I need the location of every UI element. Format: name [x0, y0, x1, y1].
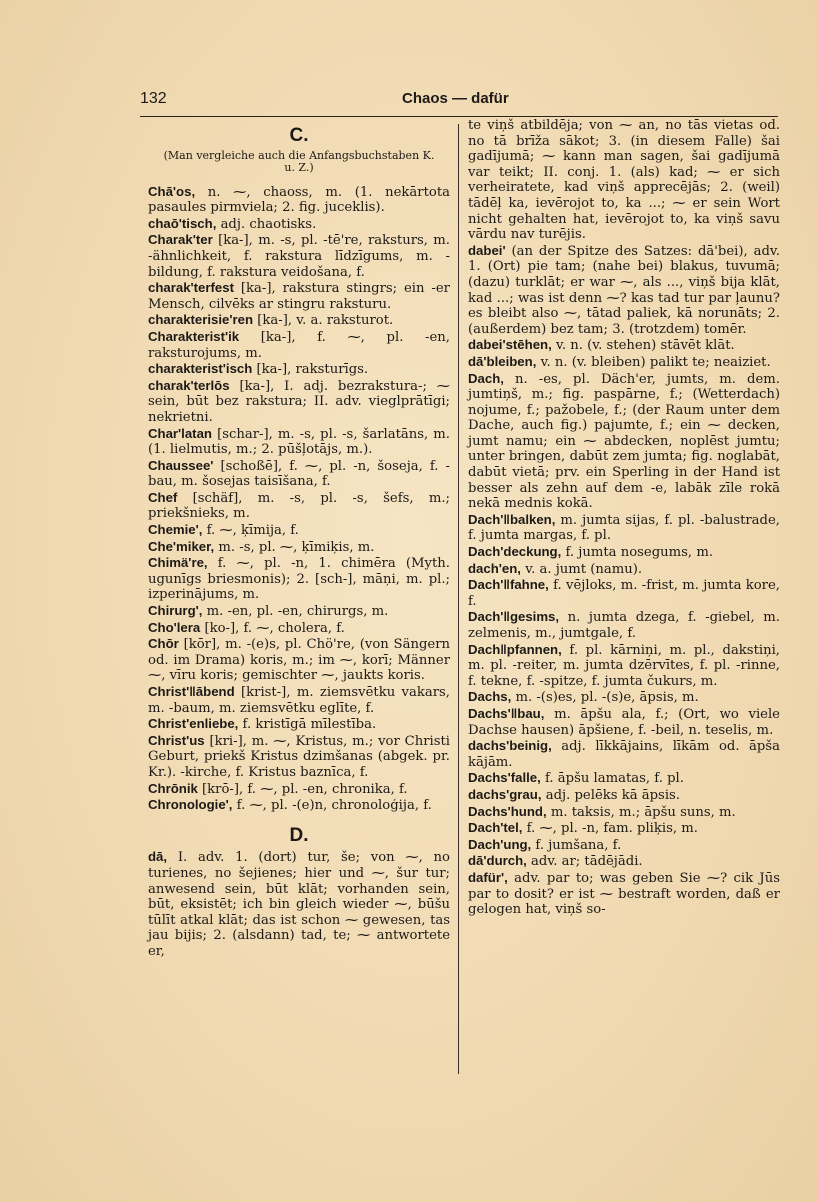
- running-head: Chaos — dafür: [402, 90, 509, 107]
- entry-definition: [ko-], f. ⁓, cholera, f.: [204, 620, 345, 636]
- entry-definition: m. jumta sijas, f. pl. -balustrade, f. jumta margas, f. pl.: [468, 512, 780, 544]
- entry-headword: Char'latan: [148, 425, 212, 441]
- dictionary-entry: [468, 787, 780, 804]
- entry-headword: dachs'beinig,: [468, 738, 552, 754]
- entry-definition: m. āpšu ala, f.; (Ort, wo viele Dachse hausen) āpšiene, f. -beil, n. teselis, m.: [468, 706, 780, 738]
- dictionary-entry: [148, 312, 450, 329]
- dictionary-entry: [468, 837, 780, 854]
- dictionary-entry: [468, 561, 780, 578]
- dictionary-entry: [148, 555, 450, 603]
- dictionary-entry: [468, 706, 780, 738]
- dictionary-entry: [148, 522, 450, 539]
- entry-headword: Cho'lera: [148, 619, 201, 635]
- dictionary-entry: [148, 280, 450, 312]
- section-letter-d: D.: [289, 824, 309, 846]
- entry-definition: v. n. (v. bleiben) palikt te; neaiziet.: [540, 354, 771, 370]
- entry-headword: Chimä're,: [148, 555, 208, 571]
- entry-definition: f. kristīgā mīlestība.: [242, 717, 377, 733]
- dictionary-entry: [148, 378, 450, 426]
- entry-headword: charak'terlōs: [148, 377, 230, 393]
- entry-headword: dabei'stēhen,: [468, 337, 552, 353]
- dictionary-entry: [148, 539, 450, 556]
- entry-headword: Dachs'‖bau,: [468, 705, 545, 721]
- entry-definition: (an der Spitze des Satzes: dā'bei), adv. 1. (Ort) pie tam; (nahe bei) blakus, tuvumā; (dazu) turklāt; er war ⁓, als ..., viņš bija klāt, kad ...; was ist denn ⁓? kas tad tur par ļaunu? es bleibt also ⁓, tātad paliek, kā norunāts; 2. (außerdem) bez tam; 3. (trotzdem) tomēr.: [468, 243, 780, 337]
- entry-headword: Charakterist'ik: [148, 328, 240, 344]
- entry-definition: f. ⁓, pl. -(e)n, chronoloģija, f.: [236, 798, 432, 814]
- entry-headword: Dach‖pfannen,: [468, 641, 562, 657]
- dictionary-entry: [468, 804, 780, 821]
- entry-definition: [ka-], v. a. raksturot.: [257, 313, 394, 329]
- dictionary-entry: [468, 512, 780, 544]
- entry-definition: f. ⁓, pl. -n, fam. pliķis, m.: [526, 821, 698, 837]
- entry-headword: Chrōnik: [148, 780, 198, 796]
- entry-headword: dabei': [468, 242, 506, 258]
- entry-headword: charak'terfest: [148, 280, 234, 296]
- entry-definition: f. āpšu lamatas, f. pl.: [544, 771, 684, 787]
- entry-headword: Dach'tel,: [468, 820, 523, 836]
- dictionary-entry: [148, 361, 450, 378]
- entry-headword: chaō'tisch,: [148, 215, 217, 231]
- entry-headword: dā'durch,: [468, 853, 527, 869]
- entry-headword: dafür',: [468, 869, 508, 885]
- entry-headword: Dachs'hund,: [468, 803, 547, 819]
- entry-definition: adj. pelēks kā āpsis.: [545, 787, 680, 803]
- dictionary-entry: [468, 577, 780, 609]
- entry-definition: f. ⁓, ķīmija, f.: [206, 523, 299, 539]
- dictionary-entry: [468, 853, 780, 870]
- entry-definition: [krist-], m. ziemsvētku vakars, m. -baum, m. ziemsvētku eglīte, f.: [148, 685, 450, 716]
- entry-headword: Dach,: [468, 370, 504, 386]
- page-number: 132: [140, 90, 167, 107]
- dictionary-entry: [468, 770, 780, 787]
- entry-headword: Chōr: [148, 636, 179, 652]
- entry-headword: Che'miker,: [148, 538, 215, 554]
- column-divider: [458, 124, 459, 1074]
- section-letter-c: C.: [289, 125, 309, 146]
- dictionary-entry: [148, 797, 450, 814]
- entry-list-d: [148, 849, 450, 959]
- entry-headword: Christ'us: [148, 732, 205, 748]
- dictionary-entry: [148, 329, 450, 361]
- entry-headword: Dachs,: [468, 689, 512, 705]
- dictionary-entry: [148, 716, 450, 733]
- dictionary-entry: [148, 684, 450, 716]
- entry-headword: dā'bleiben,: [468, 353, 537, 369]
- dictionary-entry: [148, 603, 450, 620]
- entry-headword: Dach'ung,: [468, 836, 532, 852]
- right-column: [468, 118, 780, 918]
- left-column: [148, 118, 450, 960]
- dictionary-entry: [468, 870, 780, 918]
- entry-definition: m. -s, pl. ⁓, ķīmiķis, m.: [218, 539, 375, 555]
- entry-definition: f. ⁓, pl. -n, 1. chimēra (Myth. ugunīgs briesmonis); 2. [sch-], māņi, m. pl.; izperinājums, m.: [148, 556, 450, 603]
- dictionary-entry: [468, 609, 780, 641]
- entry-definition: f. jumšana, f.: [535, 837, 622, 853]
- page-header: [140, 90, 670, 110]
- entry-definition: [ka-], raksturīgs.: [256, 362, 369, 378]
- entry-list-right: [468, 118, 780, 918]
- entry-headword: Dach'‖balken,: [468, 511, 556, 527]
- dictionary-entry: [468, 243, 780, 338]
- entry-definition: m. -en, pl. -en, chirurgs, m.: [206, 604, 389, 620]
- dictionary-entry: [148, 232, 450, 280]
- entry-definition: I. adv. 1. (dort) tur, še; von ⁓, no turienes, no šejienes; hier und ⁓, šur tur; anwesend sein, būt klāt; vorhanden sein, būt, eksistēt; ich bin gleich wieder ⁓, būšu tūlīt atkal klāt; das ist schon ⁓ gewesen, tas jau bijis; 2. (alsdann) tad, te; ⁓ antwortete er,: [148, 850, 450, 959]
- entry-definition: n. jumta dzega, f. -giebel, m. zelmenis, m., jumtgale, f.: [468, 610, 780, 641]
- entry-definition: v. a. jumt (namu).: [525, 561, 643, 577]
- entry-definition: [ka-], rakstura stingrs; ein -er Mensch, cilvēks ar stingru raksturu.: [148, 281, 450, 312]
- entry-definition: n. -es, pl. Däch'er, jumts, m. dem. jumtiņš, m.; fig. paspārne, f.; (Wetterdach) nojume, f.; pažobele, f.; (der Raum unter dem Dache, auch fig.) pajumte, f.; ein ⁓ decken, jumt namu; ein ⁓ abdecken, noplēst jumtu; unter bringen, dabūt zem jumta; fig. noglabāt, dabūt vietā; prv. ein Sperling in der Hand ist besser als zehn auf dem -e, labāk zīle rokā nekā mednis kokā.: [468, 371, 780, 512]
- dictionary-entry: [148, 426, 450, 458]
- entry-definition: [schoßē], f. ⁓, pl. -n, šoseja, f. -bau, m. šosejas taisīšana, f.: [148, 458, 450, 490]
- entry-definition: adj. chaotisks.: [220, 216, 317, 232]
- entry-definition: f. vējloks, m. -frist, m. jumta kore, f.: [468, 578, 780, 609]
- dictionary-entry: [148, 490, 450, 522]
- dictionary-entry: [148, 184, 450, 216]
- entry-definition: m. taksis, m.; āpšu suns, m.: [550, 804, 736, 820]
- dictionary-entry: [468, 544, 780, 561]
- entry-headword: Charak'ter: [148, 232, 213, 248]
- entry-definition: adv. ar; tādējādi.: [531, 854, 643, 870]
- entry-headword: Chā'os,: [148, 183, 196, 199]
- section-note: (Man vergleiche auch die Anfangsbuchstaben K. u. Z.): [163, 148, 435, 174]
- entry-definition: [ka-], I. adj. bezrakstura-; ⁓ sein, būt bez rakstura; II. adv. vieglprātīgi; nekrietni.: [148, 378, 450, 425]
- dictionary-entry: [468, 354, 780, 371]
- entry-headword: dachs'grau,: [468, 786, 542, 802]
- entry-headword: Christ'‖ābend: [148, 684, 235, 699]
- header-rule: [140, 116, 778, 117]
- entry-definition: [schäf], m. -s, pl. -s, šefs, m.; priekšnieks, m.: [148, 490, 450, 522]
- entry-definition: [kōr], m. -(e)s, pl. Chö're, (von Sängern od. im Drama) koris, m.; im ⁓, korī; Männer ⁓, vīru koris; gemischter ⁓, jaukts koris.: [148, 637, 450, 684]
- dictionary-entry: [148, 636, 450, 684]
- entry-headword: dach'en,: [468, 560, 521, 576]
- entry-definition: [krō-], f. ⁓, pl. -en, chronika, f.: [202, 781, 408, 797]
- entry-headword: Dach'‖fahne,: [468, 577, 549, 593]
- entry-headword: charakterisie'ren: [148, 312, 254, 328]
- dictionary-entry: [148, 781, 450, 798]
- entry-definition: adv. par to; was geben Sie ⁓? cik Jūs par to dosit? er ist ⁓ bestraft worden, daß er gelogen hat, viņš so-: [468, 870, 780, 918]
- entry-definition: f. pl. kārniņi, m. pl., dakstiņi, m. pl. -reiter, m. jumta dzērvītes, f. pl. -rinne, f. tekne, f. -spitze, f. jumta čukurs, m.: [468, 642, 780, 689]
- entry-headword: Dachs'falle,: [468, 770, 541, 786]
- dictionary-entry: [468, 820, 780, 837]
- entry-headword: charakterist'isch: [148, 361, 253, 377]
- dictionary-entry: [148, 216, 450, 233]
- dictionary-entry: [468, 371, 780, 512]
- dictionary-entry: [468, 118, 780, 243]
- dictionary-entry: [468, 738, 780, 770]
- entry-headword: Dach'‖gesims,: [468, 609, 560, 625]
- dictionary-entry: [148, 620, 450, 637]
- dictionary-entry: [148, 849, 450, 959]
- dictionary-entry: [148, 733, 450, 781]
- entry-headword: Dach'deckung,: [468, 544, 562, 560]
- entry-headword: Chronologie',: [148, 797, 233, 813]
- entry-headword: Chaussee': [148, 457, 214, 473]
- dictionary-entry: [468, 642, 780, 690]
- entry-definition: n. ⁓, chaoss, m. (1. nekārtota pasaules pirmviela; 2. fig. juceklis).: [148, 184, 450, 216]
- entry-definition: [ka-], f. ⁓, pl. -en, raksturojums, m.: [148, 329, 450, 361]
- dictionary-entry: [148, 458, 450, 490]
- entry-headword: Chirurg',: [148, 603, 203, 619]
- dictionary-entry: [468, 337, 780, 354]
- entry-definition: [ka-], m. -s, pl. -tē're, raksturs, m. -ähnlichkeit, f. rakstura līdzīgums, m. -bildung, f. rakstura veidošana, f.: [148, 233, 450, 280]
- entry-headword: Chemie',: [148, 522, 203, 538]
- entry-headword: Christ'enliebe,: [148, 716, 239, 732]
- entry-definition: m. -(s)es, pl. -(s)e, āpsis, m.: [515, 690, 699, 706]
- entry-definition: te viņš atbildēja; von ⁓ an, no tās vietas od. no tā brīža sākot; 3. (in diesem Falle) šai gadījumā; ⁓ kann man sagen, šai gadījumā var teikt; II. conj. 1. (als) kad; ⁓ er sich verheiratete, kad viņš apprecējās; 2. (weil) tādēļ ka, ievērojot to, ka ...; ⁓ er sein Wort nicht gehalten hat, ievērojot to, ka viņš savu vārdu nav turējis.: [468, 118, 780, 243]
- entry-list-c: [148, 184, 450, 814]
- entry-definition: f. jumta nosegums, m.: [565, 545, 714, 561]
- entry-definition: v. n. (v. stehen) stāvēt klāt.: [555, 338, 735, 354]
- entry-definition: [kri-], m. ⁓, Kristus, m.; vor Christi Geburt, priekš Kristus dzimšanas (abgek. pr. Kr.). -kirche, f. Kristus baznīca, f.: [148, 733, 451, 780]
- entry-headword: Chef: [148, 489, 178, 505]
- entry-definition: adj. līkkājains, līkām od. āpša kājām.: [468, 739, 780, 770]
- entry-definition: [schar-], m. -s, pl. -s, šarlatāns, m. (1. lielmutis, m.; 2. pūšļotājs, m.).: [148, 426, 450, 458]
- dictionary-entry: [468, 689, 780, 706]
- entry-headword: dā,: [148, 849, 168, 865]
